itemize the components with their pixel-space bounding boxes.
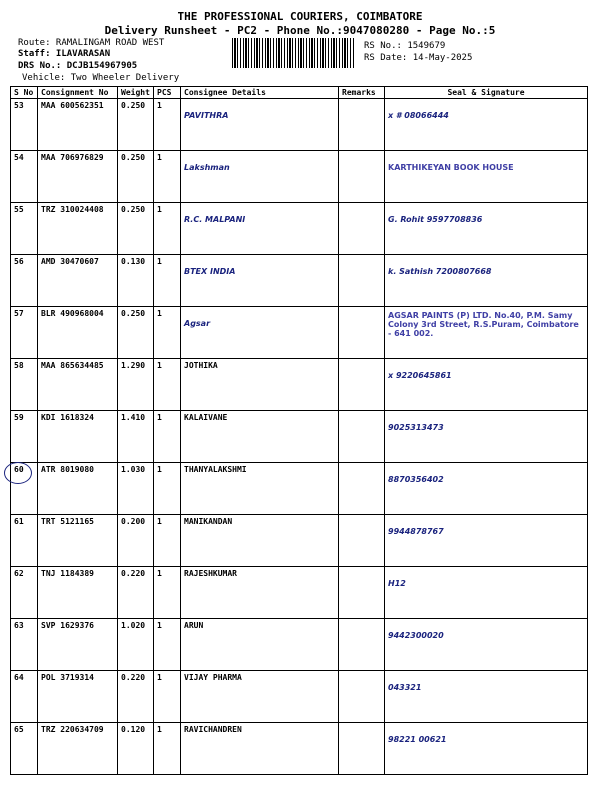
sno-cell: 58: [11, 359, 38, 411]
consignee-cell: THANYALAKSHMI: [181, 463, 339, 515]
weight-cell: 0.200: [118, 515, 154, 567]
table-row: [11, 567, 588, 619]
table-row: [11, 411, 588, 463]
table-row: [11, 203, 588, 255]
consignment-cell: SVP 1629376: [38, 619, 118, 671]
consignee-cell: Agsar: [181, 307, 339, 359]
pcs-cell: 1: [154, 203, 181, 255]
signature-cell: k. Sathish 7200807668: [385, 255, 588, 307]
signature-cell: KARTHIKEYAN BOOK HOUSE: [385, 151, 588, 203]
pcs-cell: 1: [154, 307, 181, 359]
signature-cell: 98221 00621: [385, 723, 588, 775]
table-row: [11, 359, 588, 411]
table-row: [11, 463, 588, 515]
table-row: [11, 671, 588, 723]
consignment-cell: MAA 600562351: [38, 99, 118, 151]
sno-cell: 60: [11, 463, 38, 515]
vehicle-label: Vehicle: Two Wheeler Delivery: [22, 73, 180, 83]
pcs-cell: 1: [154, 411, 181, 463]
remarks-cell: [339, 411, 385, 463]
rs-number: RS No.: 1549679: [364, 41, 446, 51]
remarks-cell: [339, 359, 385, 411]
consignee-cell: ARUN: [181, 619, 339, 671]
drs-label: DRS No.: DCJB154967905: [18, 61, 138, 71]
table-row: [11, 99, 588, 151]
weight-cell: 1.410: [118, 411, 154, 463]
table-row: [11, 255, 588, 307]
consignee-cell: BTEX INDIA: [181, 255, 339, 307]
table-row: [11, 619, 588, 671]
consignment-cell: BLR 490968004: [38, 307, 118, 359]
sno-cell: 61: [11, 515, 38, 567]
consignee-cell: R.C. MALPANI: [181, 203, 339, 255]
remarks-cell: [339, 307, 385, 359]
signature-cell: x 9220645861: [385, 359, 588, 411]
pcs-cell: 1: [154, 359, 181, 411]
weight-cell: 0.120: [118, 723, 154, 775]
consignee-cell: VIJAY PHARMA: [181, 671, 339, 723]
table-row: [11, 307, 588, 359]
col-consignee: Consignee Details: [181, 87, 339, 99]
col-remarks: Remarks: [339, 87, 385, 99]
signature-cell: G. Rohit 9597708836: [385, 203, 588, 255]
consignment-cell: POL 3719314: [38, 671, 118, 723]
signature-cell: 043321: [385, 671, 588, 723]
remarks-cell: [339, 463, 385, 515]
weight-cell: 0.250: [118, 307, 154, 359]
signature-cell: 9442300020: [385, 619, 588, 671]
consignee-cell: MANIKANDAN: [181, 515, 339, 567]
pcs-cell: 1: [154, 671, 181, 723]
remarks-cell: [339, 515, 385, 567]
pcs-cell: 1: [154, 151, 181, 203]
weight-cell: 1.020: [118, 619, 154, 671]
consignment-cell: ATR 8019080: [38, 463, 118, 515]
consignee-cell: RAJESHKUMAR: [181, 567, 339, 619]
remarks-cell: [339, 151, 385, 203]
pcs-cell: 1: [154, 619, 181, 671]
consignee-cell: RAVICHANDREN: [181, 723, 339, 775]
weight-cell: 1.290: [118, 359, 154, 411]
weight-cell: 0.250: [118, 203, 154, 255]
consignment-cell: KDI 1618324: [38, 411, 118, 463]
runsheet-table: [10, 86, 588, 775]
pcs-cell: 1: [154, 515, 181, 567]
runsheet-title: Delivery Runsheet - PC2 - Phone No.:9047080280 - Page No.:5: [104, 24, 496, 37]
col-weight: Weight: [118, 87, 154, 99]
barcode: [232, 38, 354, 68]
rs-date: RS Date: 14-May-2025: [364, 53, 473, 63]
signature-cell: x # 08066444: [385, 99, 588, 151]
sno-cell: 56: [11, 255, 38, 307]
remarks-cell: [339, 671, 385, 723]
remarks-cell: [339, 723, 385, 775]
company-title: THE PROFESSIONAL COURIERS, COIMBATORE: [177, 10, 423, 23]
row-62-circle-mark: [4, 462, 32, 484]
table-row: [11, 151, 588, 203]
pcs-cell: 1: [154, 463, 181, 515]
sno-cell: 65: [11, 723, 38, 775]
col-sno: S No: [11, 87, 38, 99]
remarks-cell: [339, 619, 385, 671]
signature-cell: H12: [385, 567, 588, 619]
consignment-cell: TRZ 310024408: [38, 203, 118, 255]
signature-cell: 9944878767: [385, 515, 588, 567]
consignment-cell: TNJ 1184389: [38, 567, 118, 619]
pcs-cell: 1: [154, 99, 181, 151]
remarks-cell: [339, 255, 385, 307]
sno-cell: 57: [11, 307, 38, 359]
remarks-cell: [339, 203, 385, 255]
sno-cell: 54: [11, 151, 38, 203]
remarks-cell: [339, 99, 385, 151]
sno-cell: 64: [11, 671, 38, 723]
consignee-cell: JOTHIKA: [181, 359, 339, 411]
col-consignment: Consignment No: [38, 87, 118, 99]
col-signature: Seal & Signature: [385, 87, 588, 99]
weight-cell: 0.220: [118, 567, 154, 619]
consignee-cell: PAVITHRA: [181, 99, 339, 151]
pcs-cell: 1: [154, 567, 181, 619]
sno-cell: 55: [11, 203, 38, 255]
sno-cell: 53: [11, 99, 38, 151]
weight-cell: 0.250: [118, 151, 154, 203]
consignment-cell: MAA 865634485: [38, 359, 118, 411]
sno-cell: 63: [11, 619, 38, 671]
col-pcs: PCS: [154, 87, 181, 99]
remarks-cell: [339, 567, 385, 619]
weight-cell: 0.220: [118, 671, 154, 723]
signature-cell: AGSAR PAINTS (P) LTD. No.40, P.M. Samy Colony 3rd Street, R.S.Puram, Coimbatore - 641 002.: [385, 307, 588, 359]
signature-cell: 9025313473: [385, 411, 588, 463]
table-row: [11, 723, 588, 775]
pcs-cell: 1: [154, 255, 181, 307]
route-label: Route: RAMALINGAM ROAD WEST: [18, 38, 165, 48]
consignment-cell: TRT 5121165: [38, 515, 118, 567]
sno-cell: 62: [11, 567, 38, 619]
weight-cell: 0.250: [118, 99, 154, 151]
weight-cell: 0.130: [118, 255, 154, 307]
consignee-cell: KALAIVANE: [181, 411, 339, 463]
table-header-row: [11, 87, 588, 99]
signature-cell: 8870356402: [385, 463, 588, 515]
consignment-cell: AMD 30470607: [38, 255, 118, 307]
consignee-cell: Lakshman: [181, 151, 339, 203]
sno-cell: 59: [11, 411, 38, 463]
consignment-cell: MAA 706976829: [38, 151, 118, 203]
pcs-cell: 1: [154, 723, 181, 775]
table-row: [11, 515, 588, 567]
staff-label: Staff: ILAVARASAN: [18, 49, 111, 59]
consignment-cell: TRZ 220634709: [38, 723, 118, 775]
weight-cell: 1.030: [118, 463, 154, 515]
